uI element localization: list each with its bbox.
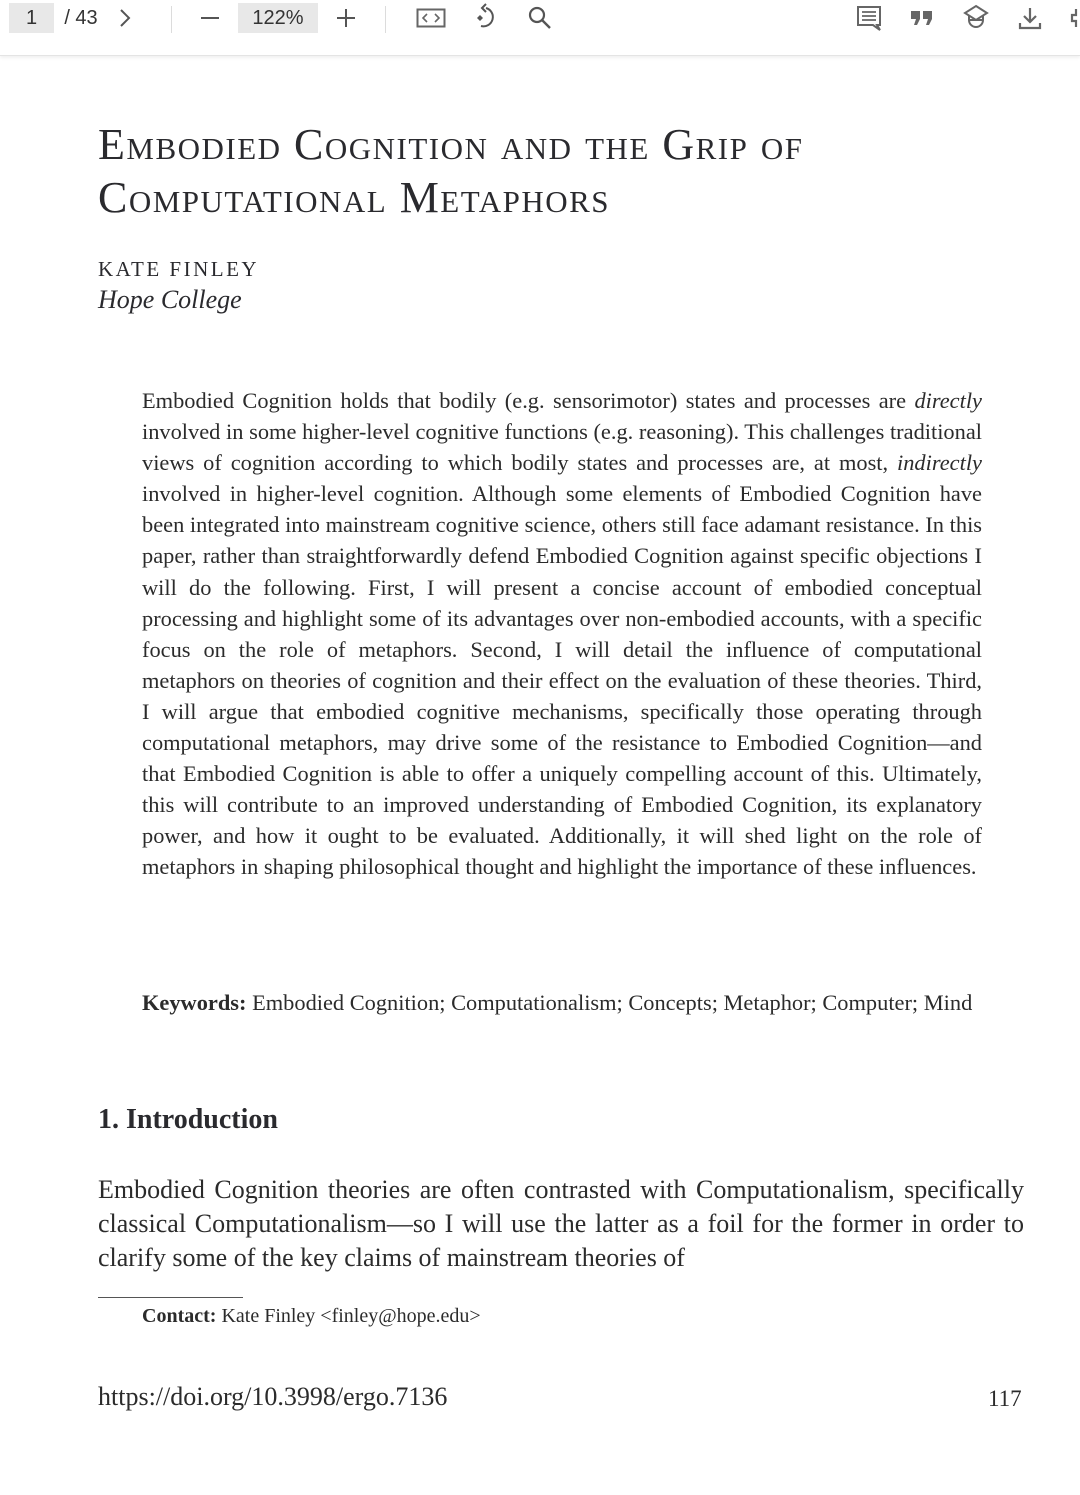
download-icon xyxy=(1017,5,1043,31)
quote-icon xyxy=(909,7,935,29)
rotate-icon xyxy=(473,3,501,33)
keywords-list: Embodied Cognition; Computationalism; Concepts; Metaphor; Computer; Mind xyxy=(246,990,973,1015)
author-name: KATE FINLEY xyxy=(98,257,260,281)
zoom-out-button[interactable] xyxy=(196,0,224,36)
zoom-level-input[interactable]: 122% xyxy=(238,3,318,33)
next-page-button[interactable] xyxy=(114,0,136,36)
section-heading-introduction: 1. Introduction xyxy=(98,1104,278,1135)
abstract-paragraph xyxy=(142,385,982,883)
chevron-right-icon xyxy=(118,7,132,29)
download-button[interactable] xyxy=(1014,0,1046,36)
cite-button[interactable] xyxy=(906,0,938,36)
title-line-2: Computational Metaphors xyxy=(98,173,611,222)
author-affiliation: Hope College xyxy=(98,285,242,314)
search-icon xyxy=(527,5,553,31)
page-total: / 43 xyxy=(64,6,98,29)
more-button[interactable] xyxy=(1064,0,1080,36)
title-line-1: Embodied Cognition and the Grip of xyxy=(98,120,804,169)
fit-page-button[interactable] xyxy=(415,0,447,36)
keywords xyxy=(142,987,982,1019)
page-number-input[interactable]: 1 xyxy=(9,3,54,33)
minus-icon xyxy=(199,7,221,29)
introduction-paragraph: Embodied Cognition theories are often contrasted with Computationalism, specifically classical Computationalism—so I will use the latter as a foil for the former in order to clarify some of the key claims of mainstream theories of xyxy=(98,1175,1024,1272)
abstract-emphasis-1: directly xyxy=(914,388,982,413)
abstract xyxy=(142,385,982,883)
abstract-text-2: involved in some higher-level cognitive functions (e.g. reasoning). This challenges traditional views of cognition according to which bodily states and processes are, at most, xyxy=(142,419,982,476)
scholar-button[interactable] xyxy=(960,0,992,36)
doi-link[interactable]: https://doi.org/10.3998/ergo.7136 xyxy=(98,1382,448,1411)
page-number: 117 xyxy=(988,1386,1022,1411)
abstract-text-1: Embodied Cognition holds that bodily (e.g. sensorimotor) states and processes are xyxy=(142,388,915,413)
keywords-label: Keywords: xyxy=(142,990,247,1015)
contact-label: Contact: xyxy=(142,1305,217,1327)
comment-icon xyxy=(855,4,883,32)
toolbar-divider xyxy=(385,6,386,33)
fit-width-icon xyxy=(416,7,446,29)
abstract-text-3: involved in higher-level cognition. Although some elements of Embodied Cognition have been integrated into mainstream cognitive science, others still face adamant resistance. In this paper, rather than straightforwardly defend Embodied Cognition against specific objections I will do the following. First, I will present a concise account of embodied conceptual processing and highlight some of its advantages over non-embodied accounts, with a specific focus on the role of metaphors. Second, I will detail the influence of computational metaphors on theories of cognition and their effect on the evaluation of these theories. Third, I will argue that embodied cognitive mechanisms, specifically those operating through computational metaphors, may drive some of the resistance to Embodied Cognition—and that Embodied Cognition is able to offer a uniquely compelling account of this. Ultimately, this will contribute to an improved understanding of Embodied Cognition, its explanatory power, and how it ought to be evaluated. Additionally, it will shed light on the role of metaphors in shaping philosophical thought and highlight the importance of these influences. xyxy=(142,481,982,880)
footnote-divider xyxy=(98,1297,243,1298)
comment-button[interactable] xyxy=(853,0,885,36)
graduation-cap-icon xyxy=(963,4,989,32)
toolbar-divider xyxy=(171,6,172,33)
pdf-toolbar xyxy=(0,0,1080,56)
zoom-in-button[interactable] xyxy=(332,0,360,36)
search-button[interactable] xyxy=(526,0,554,36)
rotate-button[interactable] xyxy=(472,0,502,36)
contact-text: Kate Finley <finley@hope.edu> xyxy=(216,1305,481,1327)
more-icon xyxy=(1064,5,1080,31)
paper-title xyxy=(98,118,998,224)
abstract-emphasis-2: indirectly xyxy=(897,450,982,476)
plus-icon xyxy=(335,7,357,29)
footnote-contact xyxy=(142,1305,481,1328)
